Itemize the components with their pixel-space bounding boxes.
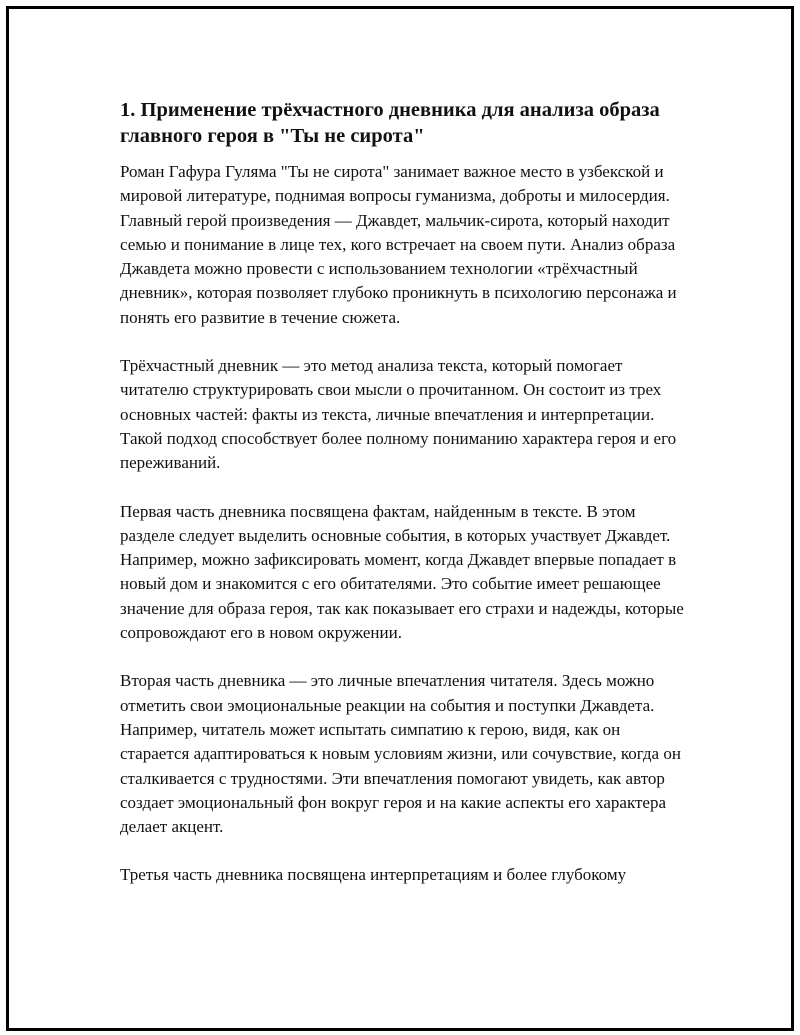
paragraph-2: Трёхчастный дневник — это метод анализа текста, который помогает читателю структурировать свои мысли о прочитанном. Он состоит из трех основных частей: факты из текста, личные впечатления и интерпретации. Такой подход способствует более полному пониманию характера героя и его переживаний. <box>120 356 677 473</box>
paragraph-3: Первая часть дневника посвящена фактам, найденным в тексте. В этом разделе следует выделить основные события, в которых участвует Джавдет. Например, можно зафиксировать момент, когда Джавдет впервые попадает в новый дом и знакомится с его обитателями. Это событие имеет решающее значение для образа героя, так как показывает его страхи и надежды, которые сопровождают его в новом окружении. <box>120 501 684 643</box>
paragraph-1: Роман Гафура Гуляма "Ты не сирота" занимает важное место в узбекской и мировой литературе, поднимая вопросы гуманизма, доброты и милосердия. Главный герой произведения — Джавдет, мальчик-сирота, который находит семью и понимание в лице тех, кого встречает на своем пути. Анализ образа Джавдета можно провести с использованием технологии «трёхчастный дневник», которая позволяет глубоко проникнуть в психологию персонажа и понять его развитие в течение сюжета. <box>120 162 677 327</box>
page-frame <box>6 6 794 1031</box>
paragraph-4: Вторая часть дневника — это личные впечатления читателя. Здесь можно отметить свои эмоциональные реакции на события и поступки Джавдета. Например, читатель может испытать симпатию к герою, видя, как он старается адаптироваться к новым условиям жизни, или сочувствие, когда он сталкивается с трудностями. Эти впечатления помогают увидеть, как автор создает эмоциональный фон вокруг героя и на какие аспекты его характера делает акцент. <box>120 671 681 837</box>
document-body <box>120 97 690 912</box>
paragraph-5: Третья часть дневника посвящена интерпретациям и более глубокому <box>120 865 627 885</box>
section-title: 1. Применение трёхчастного дневника для анализа образа главного героя в "Ты не сирота" <box>120 99 660 147</box>
